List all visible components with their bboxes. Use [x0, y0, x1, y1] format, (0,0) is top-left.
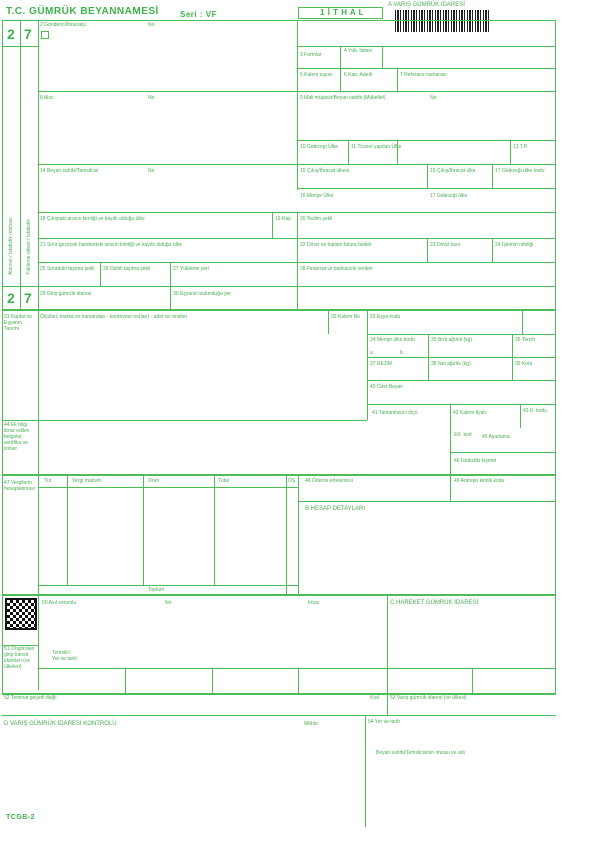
box34-label: 34 Menşe ülke kodu — [370, 337, 415, 343]
box18-label: 18 Çıkıştaki aracın kimliği ve kayıtlı olduğu ülke — [40, 216, 145, 222]
box54-label: 54 Yer ve tarih — [368, 719, 400, 725]
box4-label: 4 Yük. listesi — [344, 48, 372, 54]
form-title: T.C. GÜMRÜK BEYANNAMESİ — [6, 6, 159, 17]
box53-label: 53 Varış gümrük idaresi (ve ülkesi) — [390, 695, 467, 701]
tax-frame — [2, 475, 556, 595]
box39-label: 39 Kota — [515, 361, 533, 367]
box52-label: 52 Teminat geçerli değil — [4, 695, 57, 701]
box9-no: No — [430, 95, 437, 101]
box31-label: 31 Kaplar ve Eşyanın Tanımı — [4, 314, 33, 332]
box31-desc: Ölçüleri, marka ve numaraları - konteyner no(ları) - adet ve cinsleri — [40, 314, 187, 320]
box44-label: 44 Ek bilgi, ibraz edilen belgeler, sertifika ve izinler — [4, 422, 30, 452]
box36-label: 36 Tercih — [515, 337, 536, 343]
box14-no: No — [148, 168, 155, 174]
box20-label: 20 Teslim şekli — [300, 216, 333, 222]
box27-label: 27 Yükleme yeri — [173, 266, 209, 272]
box40-label: 40 Özet Beyan — [370, 384, 404, 390]
box38-label: 38 Net ağırlık (kg) — [431, 361, 471, 367]
vertical-label-2: Yükleme ülkesi / İstatistik — [26, 219, 32, 275]
box2-label: 2 Gönderici/İhracatçı — [40, 22, 87, 28]
box43-label: 43 K. kodu — [523, 408, 547, 414]
box13-label: 13 T.P. — [513, 144, 528, 150]
tax-col-tur: Tür — [44, 478, 52, 484]
box50-imza: İmza — [308, 600, 319, 606]
boxB-label: B HESAP DETAYLARI — [305, 506, 366, 512]
boxC-label: C HAREKET GÜMRÜK İDARESİ — [390, 600, 479, 606]
destination-office-label: A VARIŞ GÜMRÜK İDARESİ — [388, 2, 465, 8]
box17a-label: 17 Gideceği ülke kodu — [495, 168, 545, 174]
box47-label: 47 Vergilerin hesaplanması — [4, 480, 36, 492]
box35-label: 35 Brüt ağırlık (kg) — [431, 337, 473, 343]
box41-label: 41 Tamamlayıcı ölçü — [372, 410, 418, 416]
copy-number: 2 — [7, 26, 15, 42]
box2-checkbox[interactable] — [41, 31, 49, 39]
tax-col-tutar: Tutar — [218, 478, 230, 484]
box17-label: 17 Gideceği ülke — [430, 193, 468, 199]
box54-signature-caption: Beyan sahibi/Temsilcisinin imzası ve adı — [376, 750, 465, 756]
box7-label: 7 Referans numarası — [400, 72, 447, 78]
box5-label: 5 Kalem sayısı — [300, 72, 333, 78]
box19-label: 19 Kap — [275, 216, 291, 222]
box50-no: No — [165, 600, 172, 606]
box8-no: No — [148, 95, 155, 101]
tax-col-oran: Oran — [148, 478, 160, 484]
box9-label: 9 Mali müşavir/Beyan sahibi (Mükellef) — [300, 95, 386, 101]
box44-ek: EK. kod — [454, 432, 472, 438]
box37-label: 37 REJİM — [370, 361, 392, 367]
box30-label: 30 Eşyanın bulunduğu yer — [173, 291, 232, 297]
box22-label: 22 Döviz ve toplam fatura bedeli — [300, 242, 372, 248]
box34-a: a — [370, 350, 373, 356]
box6-label: 6 Kap. Adedi — [344, 72, 373, 78]
box25-label: 25 Sınırdaki taşıma şekli — [40, 266, 95, 272]
boxD-label: D VARIŞ GÜMRÜK İDARESİ KONTROLÜ — [4, 721, 117, 727]
box3-label: 3 Formlar — [300, 52, 322, 58]
box23-label: 23 Döviz kuru — [430, 242, 461, 248]
boxD-muhur: Mühür — [304, 721, 319, 727]
box15a-label: 15 Çıkış/İhracat ülke — [430, 168, 476, 174]
box49-label: 49 Antrepo kimlik kodu — [454, 478, 505, 484]
box50-yer: Yer ve tarih — [52, 656, 78, 662]
box34-b: b — [400, 350, 403, 356]
vertical-label-1: Alıcının / İstatistik nüshası — [8, 217, 14, 275]
tax-col-matrah: Vergi matrahı — [72, 478, 102, 484]
box50-label: 50 Asıl sorumlu — [42, 600, 77, 606]
box24-label: 24 İşlemin niteliği — [495, 242, 534, 248]
box32-label: 32 Kalem No — [331, 314, 360, 320]
form-code: TCGB-2 — [6, 814, 36, 821]
box2-no: No — [148, 22, 155, 28]
box16-label: 16 Menşe Ülke — [300, 193, 334, 199]
box28-label: 28 Finansal ve bankacılık verileri — [300, 266, 373, 272]
box8-label: 8 Alıcı — [40, 95, 54, 101]
copy-number-bottom: 2 — [7, 290, 15, 306]
tax-total: Toplam — [148, 587, 165, 593]
box52-kod: Kod — [370, 695, 379, 701]
box46-label: 46 İstatistiki kıymet — [454, 458, 497, 464]
copy-number-b: 7 — [24, 26, 32, 42]
box14-label: 14 Beyan sahibi/Temsilcisi — [40, 168, 99, 174]
series-label: Seri : VF — [180, 10, 217, 19]
box21-label: 21 Sınır geçecek hareketteki aracın kimliği ve kayıtlı olduğu ülke — [40, 242, 183, 248]
box15-label: 15 Çıkış/İhracat ülkesi — [300, 168, 350, 174]
box45-label: 45 Ayarlama — [482, 434, 510, 440]
tax-col-os: ÖŞ — [288, 478, 296, 484]
copy-type: 1 İ T H A L — [320, 8, 365, 17]
box33-label: 33 Eşya kodu — [370, 314, 401, 320]
box50-temsil: Temsilci — [52, 650, 70, 656]
box29-label: 29 Giriş gümrük idaresi — [40, 291, 92, 297]
box11-label: 11 Ticaret yapılan Ülke — [351, 144, 402, 150]
box48-label: 48 Ödeme ertelemesi — [305, 478, 353, 484]
box26-label: 26 Dahili taşıma şekli — [103, 266, 151, 272]
box51-label: 51 Öngörülen giriş transit idareleri (ve ülkeleri) — [4, 646, 35, 670]
box10-label: 10 Gidecegi Ülke — [300, 144, 339, 150]
copy-number-b-bottom: 7 — [24, 290, 32, 306]
box42-label: 42 Kalem fiyatı — [453, 410, 487, 416]
